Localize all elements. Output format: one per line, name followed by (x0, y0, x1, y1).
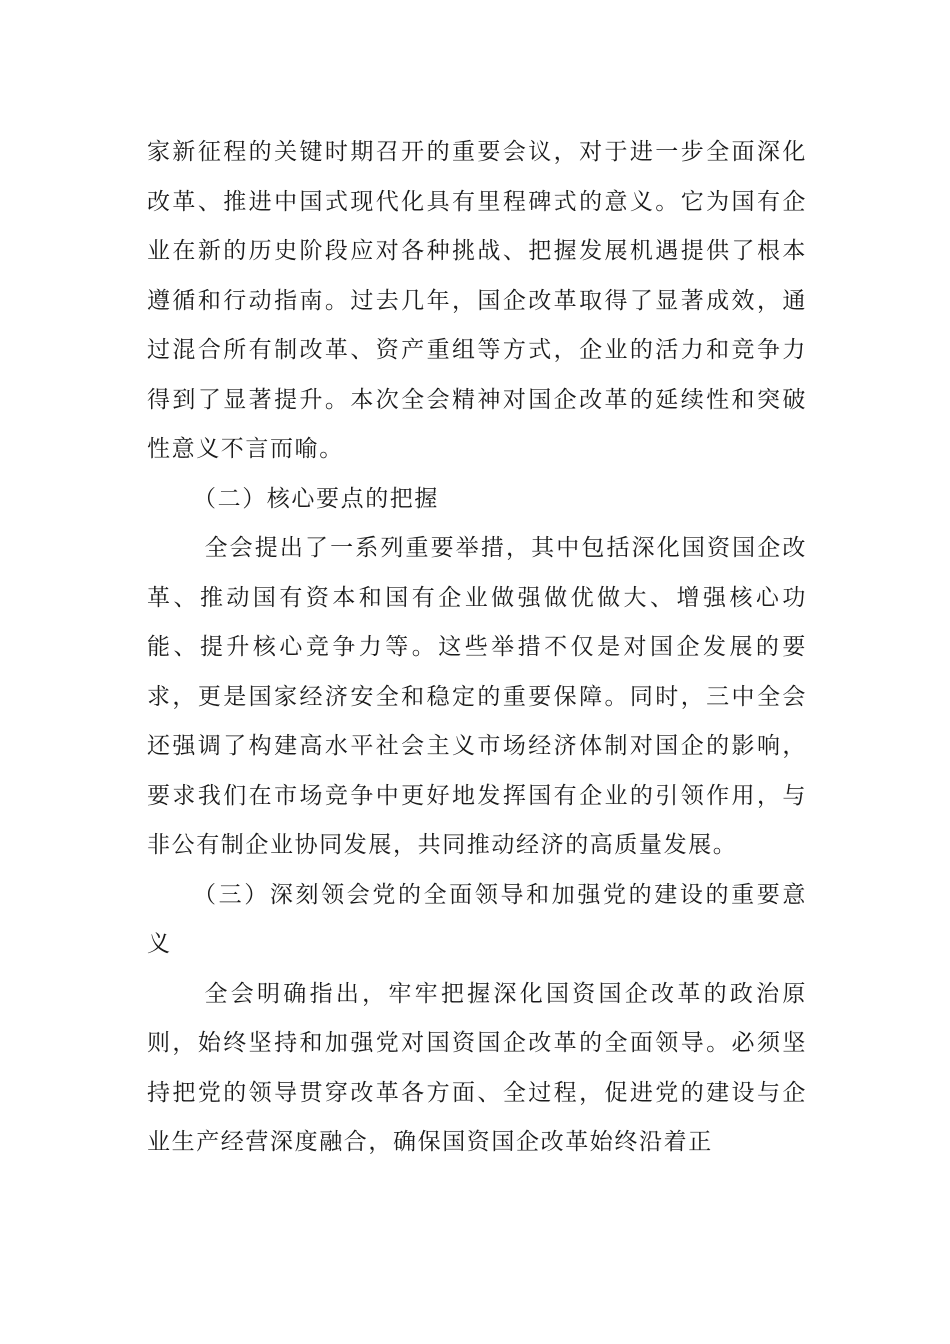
paragraph-intro-continuation: 家新征程的关键时期召开的重要会议，对于进一步全面深化改革、推进中国式现代化具有里程碑式的意义。它为国有企业在新的历史阶段应对各种挑战、把握发展机遇提供了根本遵循和行动指南。过去几年，国企改革取得了显著成效，通过混合所有制改革、资产重组等方式，企业的活力和竞争力得到了显著提升。本次全会精神对国企改革的延续性和突破性意义不言而喻。 (147, 139, 807, 462)
document-body (147, 128, 807, 1168)
paragraph-party-leadership: 全会明确指出，牢牢把握深化国资国企改革的政治原则，始终坚持和加强党对国资国企改革的全面领导。必须坚持把党的领导贯穿改革各方面、全过程，促进党的建设与企业生产经营深度融合，确保国资国企改革始终沿着正 (147, 980, 807, 1155)
section-heading-2: （二）核心要点的把握 (193, 485, 439, 512)
section-heading-3: （三）深刻领会党的全面领导和加强党的建设的重要意义 (147, 881, 807, 957)
paragraph-core-points: 全会提出了一系列重要举措，其中包括深化国资国企改革、推动国有资本和国有企业做强做优做大、增强核心功能、提升核心竞争力等。这些举措不仅是对国企发展的要求，更是国家经济安全和稳定的重要保障。同时，三中全会还强调了构建高水平社会主义市场经济体制对国企的影响，要求我们在市场竞争中更好地发挥国有企业的引领作用，与非公有制企业协同发展，共同推动经济的高质量发展。 (147, 535, 807, 858)
